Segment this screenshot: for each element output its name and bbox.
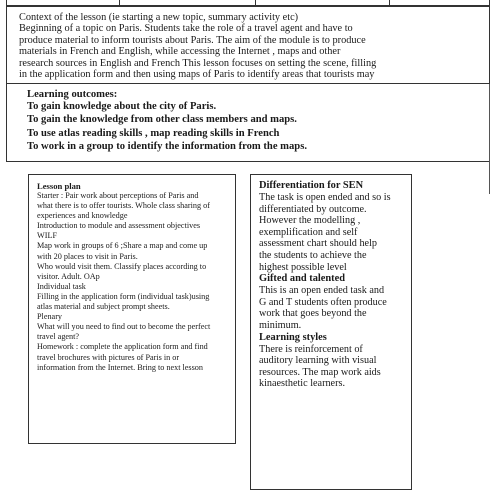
differentiation-box [250, 174, 412, 490]
lesson-plan-line: Map work in groups of 6 ;Share a map and come up [37, 241, 208, 251]
context-line: Context of the lesson (ie starting a new topic, summary activity etc) [19, 12, 299, 23]
sen-line: However the modelling , [259, 215, 361, 227]
lesson-plan-line: What will you need to find out to become the perfect [37, 322, 211, 332]
lesson-plan-heading: Lesson plan [37, 181, 81, 191]
context-line: Beginning of a topic on Paris. Students take the role of a travel agent and have to [19, 23, 353, 35]
lesson-plan-line: Who would visit them. Classify places according to [37, 261, 207, 271]
lesson-plan-line: Homework : complete the application form and find [37, 342, 208, 352]
lesson-plan-box [28, 174, 236, 444]
gifted-line: work that goes beyond the [259, 308, 367, 320]
learning-styles-line: resources. The map work aids [259, 366, 381, 378]
learning-outcome-item: To gain knowledge about the city of Paris. [27, 101, 217, 112]
lesson-plan-line: Filling in the application form (individual task)using [37, 291, 210, 301]
lesson-plan-line: information from the Internet. Bring to next lesson [37, 362, 203, 372]
lesson-plan-line: travel agent? [37, 332, 80, 342]
lesson-plan-line: WILF [37, 231, 58, 241]
lesson-plan-line: Starter : Pair work about perceptions of Paris and [37, 191, 199, 200]
lesson-plan-line: Introduction to module and assessment objectives [37, 221, 201, 231]
learning-styles-line: kinaesthetic learners. [259, 378, 345, 390]
sen-line: the students to achieve the [259, 249, 367, 261]
learning-outcomes-title: Learning outcomes: [27, 89, 118, 100]
learning-styles-heading: Learning styles [259, 331, 327, 343]
learning-outcome-item: To use atlas reading skills , map reading skills in French [27, 127, 280, 139]
context-line: produce material to inform tourists about Paris. The aim of the module is to produce [19, 34, 366, 46]
context-line: in the application form and then using maps of Paris to identify areas that tourists may [19, 69, 375, 81]
learning-outcomes-section [6, 84, 490, 162]
page-margin-rule [489, 84, 490, 194]
lesson-plan-line: atlas material and subject prompt sheets. [37, 302, 170, 312]
sen-line: highest possible level [259, 261, 347, 273]
lesson-plan-line: travel brochures with pictures of Paris in or [37, 352, 180, 362]
learning-styles-line: There is reinforcement of [259, 343, 363, 355]
learning-styles-line: auditory learning with visual [259, 355, 377, 367]
lesson-plan-line: Individual task [37, 281, 86, 291]
sen-line: exemplification and self [259, 226, 358, 238]
context-line: materials in French and English, while accessing the Internet , maps and other [19, 46, 341, 58]
sen-line: assessment chart should help [259, 238, 377, 250]
lesson-plan-line: with 20 places to visit in Paris. [37, 251, 138, 261]
sen-line: differentiated by outcome. [259, 203, 367, 215]
context-line: research sources in English and French This lesson focuses on setting the scene, filling [19, 57, 377, 69]
gifted-line: minimum. [259, 319, 302, 331]
learning-outcome-item: To work in a group to identify the information from the maps. [27, 140, 307, 152]
gifted-heading: Gifted and talented [259, 273, 346, 285]
gifted-line: G and T students often produce [259, 296, 387, 308]
sen-heading: Differentiation for SEN [259, 180, 364, 191]
gifted-line: This is an open ended task and [259, 285, 385, 297]
lesson-plan-line: Plenary [37, 312, 63, 322]
learning-outcome-item: To gain the knowledge from other class members and maps. [27, 114, 297, 126]
context-section [6, 6, 490, 84]
lesson-plan-line: experiences and knowledge [37, 211, 128, 221]
lesson-plan-line: what there is to offer tourists. Whole class sharing of [37, 201, 210, 211]
sen-line: The task is open ended and so is [259, 192, 391, 203]
lesson-plan-line: visitor. Adult. OAp [37, 271, 100, 281]
